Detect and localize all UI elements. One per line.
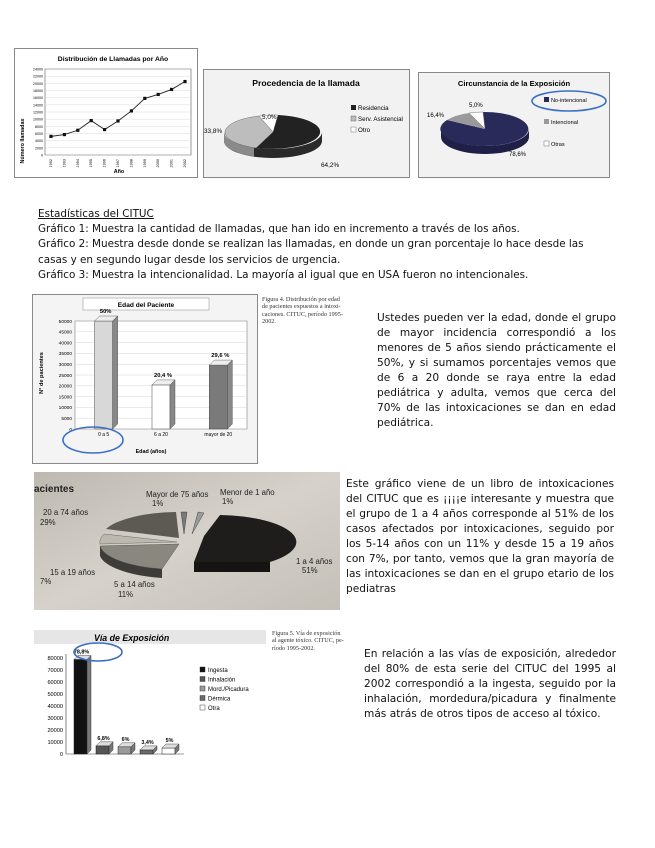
line-ytick-label: 22000 <box>33 74 43 79</box>
route-chart-title: Vía de Exposición <box>94 633 170 643</box>
line-ytick-label: 16000 <box>33 96 43 101</box>
age-bar-value-label: 20,4 % <box>153 372 173 379</box>
route-legend-swatch <box>200 696 205 701</box>
line-ytick-label: 6000 <box>35 132 43 136</box>
line-xtick-label: 2001 <box>169 159 174 168</box>
stats-heading: Estadísticas del CITUC <box>38 208 154 220</box>
route-bar <box>140 750 153 754</box>
legend-swatch-residencia <box>351 105 356 110</box>
figure5-caption-line: Figura 5. Vía de exposición <box>272 630 341 637</box>
exposure-circumstance-chart <box>418 72 610 178</box>
book-label-5a14: 5 a 14 años <box>114 580 155 589</box>
line-xtick-label: 1996 <box>102 159 107 168</box>
line-data-point <box>143 97 146 100</box>
book-value-20a74: 29% <box>40 518 56 527</box>
line-xtick-label: 1992 <box>49 159 53 168</box>
line-ytick-label: 18000 <box>33 89 43 93</box>
book-label-15a19: 15 a 19 años <box>50 568 96 577</box>
line-xtick-label: 1998 <box>129 159 134 168</box>
origin-value-otro: 5,0% <box>262 114 277 121</box>
legend-label-serv: Serv. Asistencial <box>358 116 403 123</box>
book-age-pie-photo <box>34 472 340 610</box>
book-partial-header: acientes <box>34 484 75 495</box>
line-data-point <box>49 135 52 138</box>
figure4-caption-line: de pacientes expuestos a intoxi- <box>262 303 341 311</box>
book-value-5a14: 11% <box>118 590 134 599</box>
route-ytick-label: 60000 <box>47 680 63 686</box>
circ-legend-nointencional: No-intencional <box>551 98 587 104</box>
highlight-circle-0a5 <box>63 427 123 453</box>
route-ytick-label: 80000 <box>47 656 63 662</box>
line-data-point <box>183 80 186 83</box>
figure4-caption-line: 2002. <box>262 318 276 326</box>
exposure-route-chart <box>34 630 266 762</box>
book-label-20a74: 20 a 74 años <box>43 508 89 517</box>
route-legend-label: Inhalación <box>208 677 236 684</box>
line-data-point <box>157 93 160 96</box>
age-bar <box>152 385 170 429</box>
route-bar-value-label: 5% <box>165 738 174 744</box>
line-data-point <box>130 109 133 112</box>
age-bar-side <box>227 360 232 429</box>
figure4-caption-line: Figura 4. Distribución por edad <box>262 296 340 303</box>
book-paragraph: Este gráfico viene de un libro de intoxicaciones del CITUC que es ¡¡¡¡e interesante y muestra que el grupo de 1 a 4 años corresponde al 51% de los casos afectados por intoxicaciones, seguido por los 5-14 años con un 11% y desde 15 a 19 años con 7%, por tanto, vemos que la gran mayoría de las intoxicaciones se dan en el grupo etario de los pediatras <box>346 478 614 595</box>
age-chart-ylabel: N° de pacientes <box>39 352 45 394</box>
citu-statistics <box>38 207 598 283</box>
circ-legend-otras: Otras <box>551 142 565 148</box>
book-value-15a19: 7% <box>40 577 52 586</box>
route-legend-swatch <box>200 705 205 710</box>
circumstance-svg <box>419 73 609 177</box>
age-ytick-label: 30000 <box>58 363 72 368</box>
circ-legend-swatch-intencional <box>544 119 549 124</box>
route-paragraph: En relación a las vías de exposición, alrededor del 80% de esta serie del CITUC del 1995 al 2002 correspondió a la ingesta, seguido por la inhalación, mordedura/picadura y finalmente más atrás de otros tipos de acceso al tóxico. <box>364 648 616 720</box>
age-ytick-label: 45000 <box>58 330 72 336</box>
line-ytick-label: 4000 <box>35 139 43 144</box>
route-legend-swatch <box>200 686 205 691</box>
line-xtick-label: 1995 <box>89 159 94 168</box>
legend-swatch-otro <box>351 127 356 132</box>
stats-line: casas y en segundo lugar desde los servicios de urgencia. <box>38 253 341 266</box>
route-ytick-label: 20000 <box>47 728 63 734</box>
route-ytick-label: 40000 <box>47 704 63 710</box>
age-chart-title: Edad del Paciente <box>117 302 175 309</box>
line-xtick-label: 2000 <box>156 159 161 168</box>
route-legend-swatch <box>200 677 205 682</box>
patient-age-chart <box>32 294 258 464</box>
line-data-point <box>170 88 173 91</box>
route-ytick-label: 70000 <box>47 668 63 674</box>
origin-value-residencia: 64,2% <box>321 162 340 169</box>
age-xtick-label: 0 a 5 <box>98 432 110 438</box>
line-ytick-label: 14000 <box>33 103 43 108</box>
age-ytick-label: 10000 <box>58 406 72 412</box>
circ-legend-swatch-otras <box>544 141 549 146</box>
line-data-point <box>76 129 79 132</box>
line-data-point <box>63 133 66 136</box>
calls-per-year-chart <box>14 48 198 178</box>
line-ytick-label: 10000 <box>33 117 43 122</box>
line-data-point <box>116 119 119 122</box>
stats-line: Gráfico 2: Muestra desde donde se realizan las llamadas, en donde un gran porcentaje lo hace desde las <box>38 238 584 251</box>
legend-label-residencia: Residencia <box>358 105 389 112</box>
route-bar <box>118 747 131 754</box>
patient-age-svg <box>33 295 257 463</box>
book-pie-svg <box>34 472 340 610</box>
route-bar <box>162 748 175 754</box>
line-ytick-label: 12000 <box>33 110 43 115</box>
route-bar-value-label: 6% <box>121 736 130 743</box>
route-ytick-label: 30000 <box>47 716 63 722</box>
origin-value-serv: 33,8% <box>204 128 223 135</box>
line-ytick-label: 20000 <box>33 81 43 86</box>
legend-label-otro: Otro <box>358 127 371 134</box>
route-ytick-label: 10000 <box>47 740 63 746</box>
stats-line: Gráfico 3: Muestra la intencionalidad. La mayoría al igual que en USA fueron no intencionales. <box>38 268 529 281</box>
circ-value-nointencional: 78,6% <box>509 152 527 158</box>
book-label-mayor75: Mayor de 75 años <box>146 490 209 499</box>
route-ytick-label: 0 <box>59 752 63 758</box>
route-bar-value-label: 78,8% <box>73 649 90 656</box>
legend-swatch-serv <box>351 116 356 121</box>
age-bar-side <box>113 316 118 429</box>
age-ytick-label: 15000 <box>58 395 72 401</box>
age-ytick-label: 0 <box>69 427 72 433</box>
route-bar <box>74 659 87 754</box>
age-bar-value-label: 29,6 % <box>211 353 230 360</box>
line-xtick-label: 2002 <box>183 159 187 168</box>
line-ytick-label: 2000 <box>35 146 43 151</box>
line-chart-ylabel: Número llamadas <box>20 118 26 164</box>
age-bar-side <box>170 380 175 429</box>
line-chart-xlabel: Año <box>113 169 125 175</box>
line-ytick-label: 24000 <box>33 67 43 72</box>
figure4-caption <box>262 296 374 326</box>
circ-chart-title: Circunstancia de la Exposición <box>457 79 571 88</box>
route-legend-label: Dérmica <box>208 696 231 703</box>
figure5-caption-line: ríodo 1995-2002. <box>272 644 315 652</box>
line-xtick-label: 1993 <box>62 159 67 168</box>
line-data-point <box>103 128 106 131</box>
route-bar <box>96 746 109 754</box>
route-bar-side <box>87 655 91 754</box>
line-ytick-label: 0 <box>41 153 43 158</box>
book-label-menor1: Menor de 1 año <box>220 488 275 497</box>
age-ytick-label: 25000 <box>58 373 72 379</box>
stats-line: Gráfico 1: Muestra la cantidad de llamadas, que han ido en incremento a través de los años. <box>38 223 520 236</box>
book-value-menor1: 1% <box>222 497 234 506</box>
route-legend-label: Mord./Picadura <box>208 687 249 693</box>
figure4-caption-line: caciones. CITUC, período 1995- <box>262 310 343 318</box>
figure5-caption-line: al agente tóxico. CITUC, pe- <box>272 637 344 645</box>
circ-legend-intencional: Intencional <box>551 120 579 126</box>
line-xtick-label: 1999 <box>142 159 147 168</box>
origin-chart-title: Procedencia de la llamada <box>252 78 360 88</box>
age-chart-xlabel: Edad (años) <box>135 449 167 455</box>
route-bar-value-label: 3,4% <box>141 739 154 746</box>
line-ytick-label: 8000 <box>35 124 43 129</box>
route-bar-value-label: 6,8% <box>97 735 110 742</box>
call-origin-svg <box>204 70 409 177</box>
line-chart-title: Distribución de Llamadas por Año <box>57 56 169 63</box>
route-ytick-label: 50000 <box>47 692 63 698</box>
calls-per-year-svg <box>15 49 197 177</box>
line-data-point <box>90 119 93 122</box>
circ-value-otras: 5,0% <box>469 103 483 109</box>
call-origin-chart <box>203 69 410 178</box>
exposure-route-svg <box>34 630 266 762</box>
age-xtick-label: mayor de 20 <box>204 432 233 438</box>
route-legend-label: Ingesta <box>208 668 228 674</box>
book-slice-1a4-side <box>194 562 270 572</box>
age-ytick-label: 20000 <box>58 384 72 390</box>
route-legend-swatch <box>200 667 205 672</box>
figure5-caption <box>272 630 360 652</box>
age-xtick-label: 6 a 20 <box>154 432 168 438</box>
age-bar <box>209 365 227 429</box>
line-xtick-label: 1997 <box>116 159 120 168</box>
age-ytick-label: 35000 <box>58 352 72 358</box>
circ-value-intencional: 16,4% <box>427 113 445 119</box>
circ-legend-swatch-nointencional <box>544 97 549 102</box>
book-value-1a4: 51% <box>302 566 318 575</box>
age-bar <box>95 321 113 429</box>
age-bar-value-label: 50% <box>99 309 112 315</box>
route-legend-label: Otra <box>208 706 220 712</box>
age-ytick-label: 50000 <box>58 319 72 325</box>
age-paragraph: Ustedes pueden ver la edad, donde el grupo de mayor incidencia correspondió a los menores de 5 años siendo prácticamente el 50%, y si sumamos porcentajes vemos que de 6 a 20 donde se raya entre la edad pediátrica y adulta, vemos que cerca del 70% de las intoxicaciones se dan en edad pediátrica. <box>377 312 616 429</box>
book-label-1a4: 1 a 4 años <box>296 557 333 566</box>
age-ytick-label: 40000 <box>58 341 72 347</box>
line-xtick-label: 1994 <box>75 159 80 168</box>
age-ytick-label: 5000 <box>61 417 72 422</box>
book-value-mayor75: 1% <box>152 499 164 508</box>
